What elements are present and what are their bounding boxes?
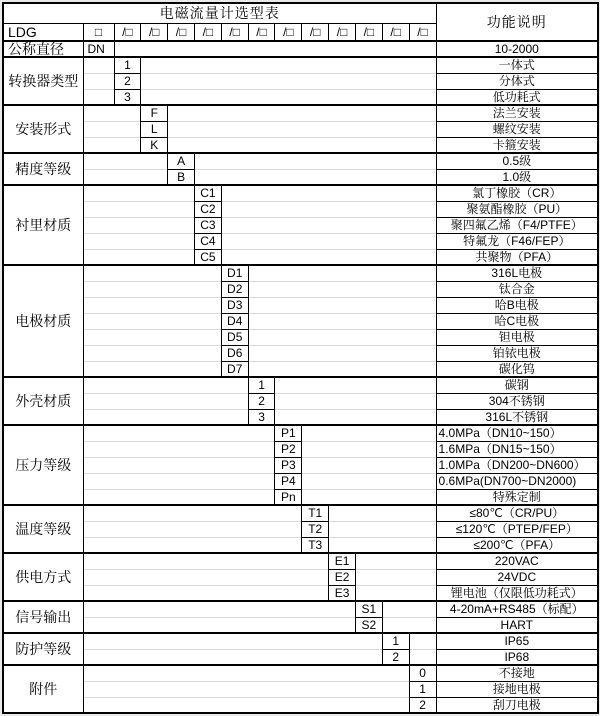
code-cell: L (141, 121, 168, 137)
empty-region (83, 425, 275, 505)
code-cell: C1 (194, 185, 221, 201)
category-label: 安装形式 (3, 105, 83, 153)
empty-region (355, 553, 436, 601)
category-label: 温度等级 (3, 505, 83, 553)
option-row (3, 633, 598, 649)
code-cell: E1 (329, 553, 356, 569)
option-row (3, 553, 598, 569)
description-cell: 接地电极 (436, 681, 598, 697)
empty-region (248, 265, 436, 377)
description-cell: 1.0MPa（DN200~DN600） (436, 457, 598, 473)
category-label: 电极材质 (3, 265, 83, 377)
code-cell: 2 (409, 697, 436, 713)
description-cell: ≤200℃（PFA） (436, 537, 598, 553)
code-cell: 1 (114, 57, 141, 73)
code-cell: D5 (221, 329, 248, 345)
category-label: 压力等级 (3, 425, 83, 505)
description-cell: 4.0MPa（DN10~150） (436, 425, 598, 441)
category-label: 衬里材质 (3, 185, 83, 265)
code-cell: 2 (248, 393, 275, 409)
code-cell: 1 (382, 633, 409, 649)
description-cell: ≤80℃（CR/PU） (436, 505, 598, 521)
code-cell: D2 (221, 281, 248, 297)
description-cell: 螺纹安装 (436, 121, 598, 137)
model-option-slot: /□ (221, 23, 248, 41)
empty-region (83, 553, 329, 601)
model-option-slot: /□ (141, 23, 168, 41)
empty-region (382, 601, 436, 633)
code-cell: P3 (275, 457, 302, 473)
description-cell: 聚氨酯橡胶（PU） (436, 201, 598, 217)
code-cell: D7 (221, 361, 248, 377)
code-cell: 3 (248, 409, 275, 425)
description-cell: 316L电极 (436, 265, 598, 281)
description-cell: 卡箍安装 (436, 137, 598, 153)
code-cell: D6 (221, 345, 248, 361)
title-row (3, 3, 598, 23)
code-cell: A (168, 153, 195, 169)
empty-region (83, 377, 248, 425)
empty-region (221, 185, 436, 265)
option-row (3, 185, 598, 201)
empty-region (168, 105, 436, 153)
description-cell: 碳钢 (436, 377, 598, 393)
description-cell: 特殊定制 (436, 489, 598, 505)
empty-region (329, 505, 436, 553)
code-cell: T1 (302, 505, 329, 521)
description-cell: 1.0级 (436, 169, 598, 185)
description-cell: 316L不锈钢 (436, 409, 598, 425)
description-cell: 24VDC (436, 569, 598, 585)
option-row (3, 57, 598, 73)
code-cell: 2 (382, 649, 409, 665)
description-cell: 0.6MPa(DN700~DN2000) (436, 473, 598, 489)
description-cell: 10-2000 (436, 41, 598, 57)
empty-region (83, 105, 141, 153)
category-label: 附件 (3, 665, 83, 713)
description-cell: 1.6MPa（DN15~150） (436, 441, 598, 457)
model-prefix: LDG (3, 23, 83, 41)
description-cell: 220VAC (436, 553, 598, 569)
description-cell: 锂电池（仅限低功耗式） (436, 585, 598, 601)
description-cell: IP65 (436, 633, 598, 649)
code-cell: Pn (275, 489, 302, 505)
code-cell: 2 (114, 73, 141, 89)
code-cell: C4 (194, 233, 221, 249)
empty-region (83, 601, 355, 633)
category-label: 转换器类型 (3, 57, 83, 105)
model-option-slot: /□ (355, 23, 382, 41)
code-cell: D4 (221, 313, 248, 329)
model-option-slot: /□ (168, 23, 195, 41)
code-cell: D3 (221, 297, 248, 313)
code-cell: S2 (355, 617, 382, 633)
description-cell: 钽电极 (436, 329, 598, 345)
empty-region (83, 505, 302, 553)
page-title: 电磁流量计选型表 (3, 3, 436, 23)
diameter-row (3, 41, 598, 57)
empty-region (409, 633, 436, 665)
description-cell: 低功耗式 (436, 89, 598, 105)
category-label: 精度等级 (3, 153, 83, 185)
code-cell: T2 (302, 521, 329, 537)
description-cell: 4-20mA+RS485（标配） (436, 601, 598, 617)
empty-region (83, 665, 409, 713)
code-cell: K (141, 137, 168, 153)
code-cell: C3 (194, 217, 221, 233)
empty-region (114, 41, 436, 57)
description-cell: 哈C电极 (436, 313, 598, 329)
description-cell: ≤120℃（PTEP/FEP） (436, 521, 598, 537)
code-cell: S1 (355, 601, 382, 617)
description-cell: 聚四氟乙烯（F4/PTFE） (436, 217, 598, 233)
model-option-slot: /□ (382, 23, 409, 41)
empty-region (302, 425, 436, 505)
code-cell: F (141, 105, 168, 121)
code-cell: T3 (302, 537, 329, 553)
code-cell: D1 (221, 265, 248, 281)
option-row (3, 153, 598, 169)
option-row (3, 505, 598, 521)
category-label: 外壳材质 (3, 377, 83, 425)
option-row (3, 665, 598, 681)
option-row (3, 425, 598, 441)
model-option-slot: /□ (194, 23, 221, 41)
category-label: 公称直径 (3, 41, 83, 57)
category-label: 供电方式 (3, 553, 83, 601)
description-cell: 共聚物（PFA） (436, 249, 598, 265)
description-cell: 氯丁橡胶（CR） (436, 185, 598, 201)
description-cell: 哈B电极 (436, 297, 598, 313)
description-cell: 304不锈钢 (436, 393, 598, 409)
code-cell: DN (83, 41, 114, 57)
option-row (3, 377, 598, 393)
option-row (3, 265, 598, 281)
empty-region (83, 185, 194, 265)
code-cell: B (168, 169, 195, 185)
empty-region (83, 57, 114, 105)
category-label: 防护等级 (3, 633, 83, 665)
description-cell: 分体式 (436, 73, 598, 89)
code-cell: P2 (275, 441, 302, 457)
code-cell: C2 (194, 201, 221, 217)
model-option-slot: /□ (409, 23, 436, 41)
description-cell: 0.5级 (436, 153, 598, 169)
code-cell: E2 (329, 569, 356, 585)
code-cell: 3 (114, 89, 141, 105)
option-row (3, 105, 598, 121)
description-cell: 法兰安装 (436, 105, 598, 121)
model-option-slot: /□ (302, 23, 329, 41)
empty-region (83, 265, 221, 377)
description-cell: 铂铱电极 (436, 345, 598, 361)
empty-region (83, 153, 168, 185)
empty-region (141, 57, 436, 105)
description-cell: 钛合金 (436, 281, 598, 297)
description-cell: 刮刀电极 (436, 697, 598, 713)
model-base-slot: □ (83, 23, 114, 41)
empty-region (194, 153, 436, 185)
code-cell: 0 (409, 665, 436, 681)
empty-region (275, 377, 436, 425)
model-option-slot: /□ (114, 23, 141, 41)
description-cell: 不接地 (436, 665, 598, 681)
description-cell: HART (436, 617, 598, 633)
code-cell: C5 (194, 249, 221, 265)
empty-region (83, 633, 382, 665)
description-cell: 一体式 (436, 57, 598, 73)
description-cell: 碳化钨 (436, 361, 598, 377)
option-row (3, 601, 598, 617)
code-cell: P4 (275, 473, 302, 489)
code-cell: E3 (329, 585, 356, 601)
model-option-slot: /□ (329, 23, 356, 41)
description-cell: 特氟龙（F46/FEP） (436, 233, 598, 249)
code-cell: 1 (248, 377, 275, 393)
model-option-slot: /□ (275, 23, 302, 41)
category-label: 信号输出 (3, 601, 83, 633)
description-cell: IP68 (436, 649, 598, 665)
model-option-slot: /□ (248, 23, 275, 41)
code-cell: P1 (275, 425, 302, 441)
function-column-header: 功能说明 (436, 3, 598, 41)
code-cell: 1 (409, 681, 436, 697)
selection-table (2, 2, 599, 714)
